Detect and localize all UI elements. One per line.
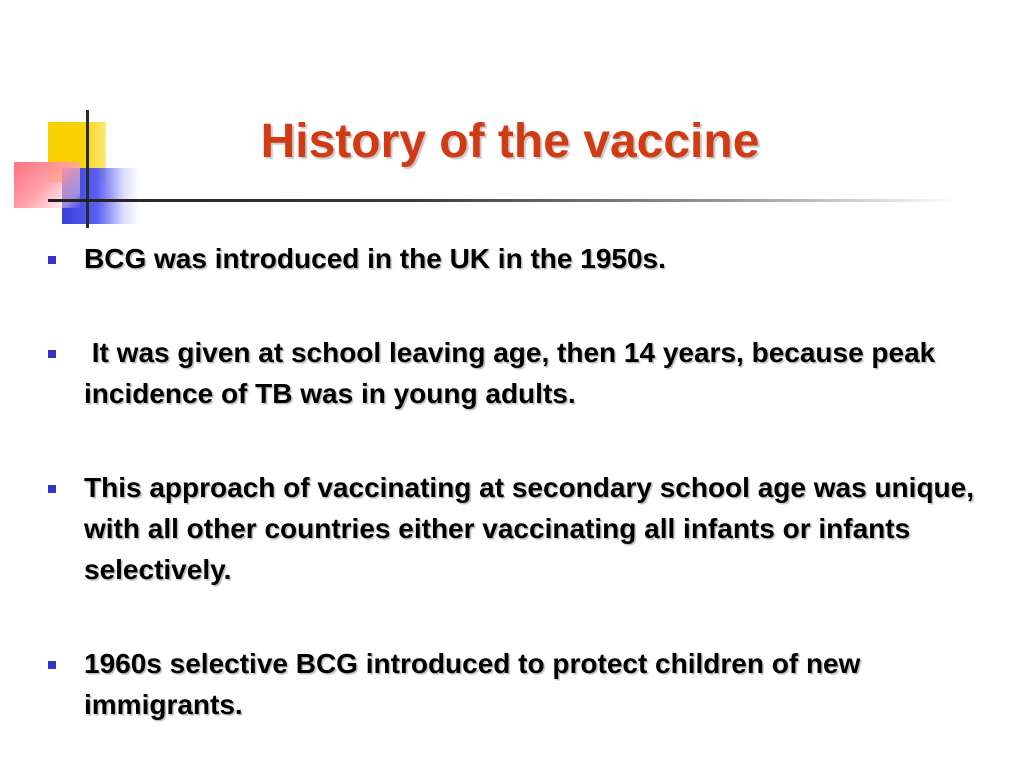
bullet-item bbox=[44, 238, 1016, 279]
bullet-text: It was given at school leaving age, then 14 years, because peak incidence of TB was in young adults. bbox=[84, 337, 944, 409]
bullet-text: 1960s selective BCG introduced to protect children of new immigrants. bbox=[84, 648, 869, 720]
square-bullet-icon bbox=[48, 256, 56, 264]
bullet-item bbox=[44, 467, 1016, 590]
bullet-list bbox=[44, 238, 1016, 725]
square-bullet-icon bbox=[48, 350, 56, 358]
slide-title: History of the vaccine bbox=[260, 115, 760, 168]
title-underline bbox=[48, 199, 960, 202]
bullet-item bbox=[44, 332, 1016, 414]
bullet-text: BCG was introduced in the UK in the 1950s. bbox=[84, 243, 666, 274]
square-bullet-icon bbox=[48, 485, 56, 493]
square-bullet-icon bbox=[48, 661, 56, 669]
bullet-item bbox=[44, 643, 1016, 725]
bullet-text: This approach of vaccinating at secondary school age was unique, with all other countries either vaccinating all infants or infants selectively. bbox=[84, 472, 982, 585]
